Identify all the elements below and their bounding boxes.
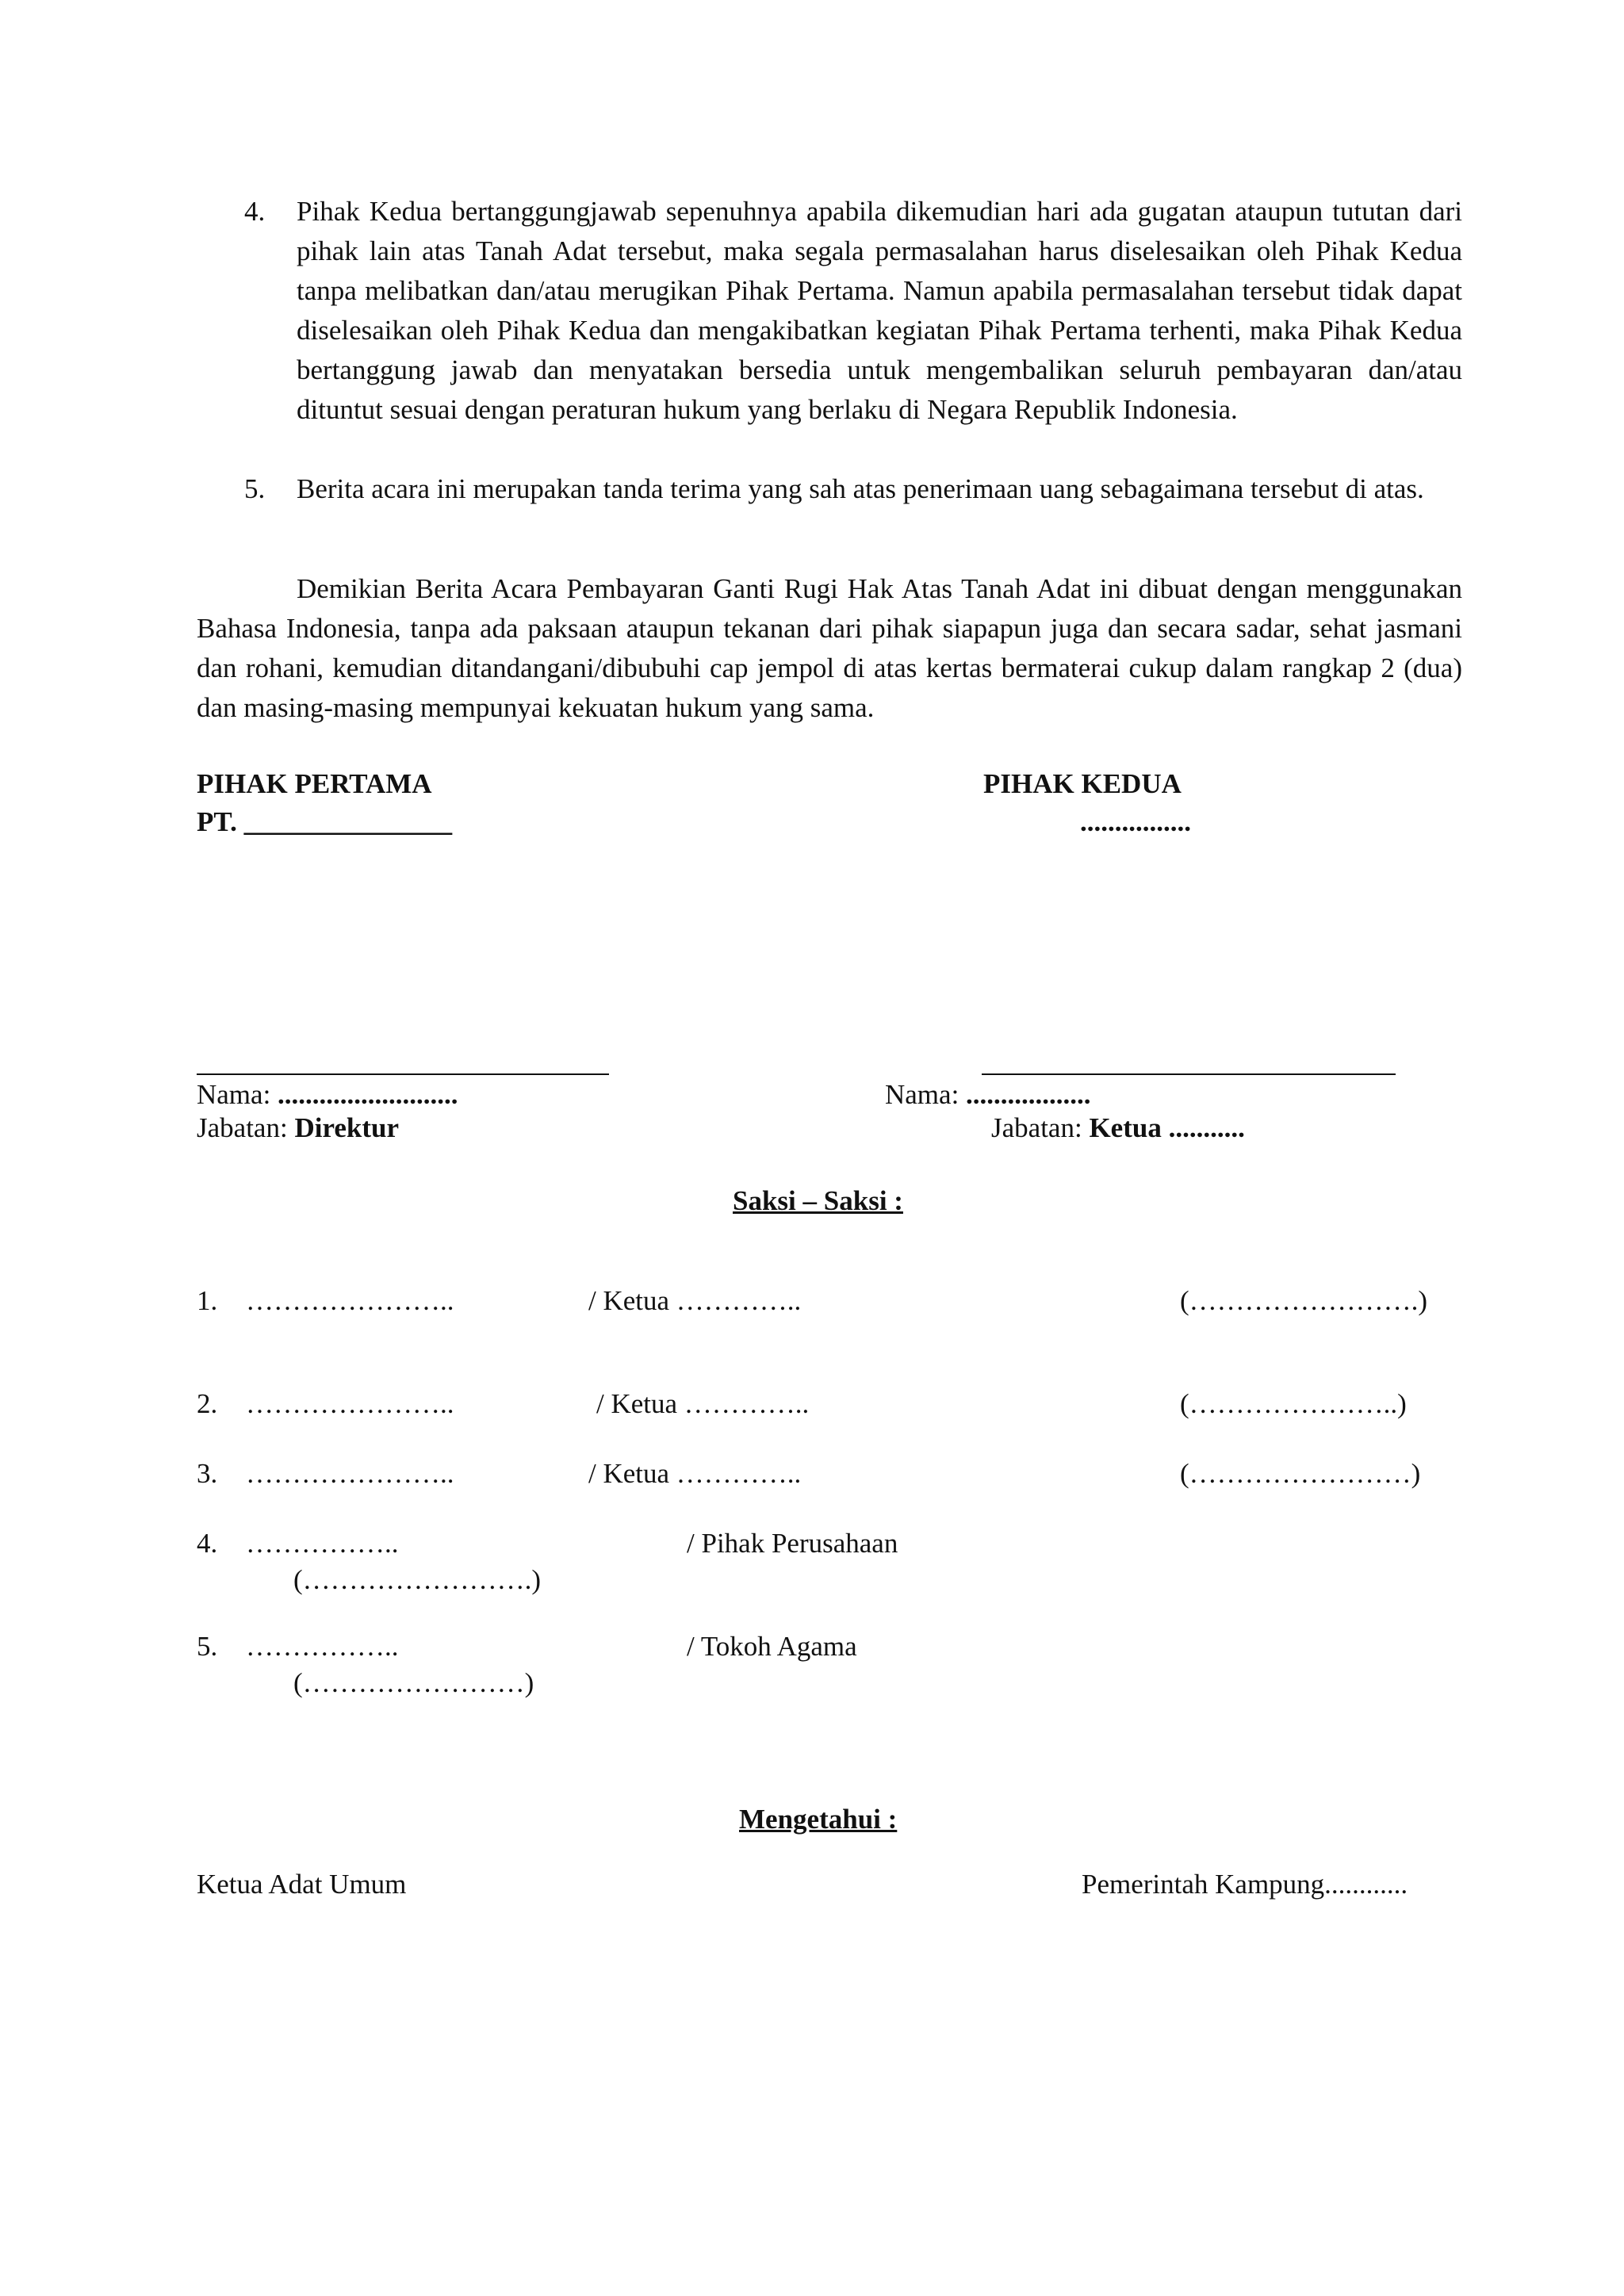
witness-role: / Ketua ………….. xyxy=(588,1285,802,1316)
witness-role: / Ketua ………….. xyxy=(596,1388,810,1419)
clause-number: 5. xyxy=(244,473,266,504)
party-second-position xyxy=(991,1108,1245,1148)
name-label: Nama: xyxy=(197,1079,271,1110)
witness-name: …………….. xyxy=(246,1631,399,1662)
party-first-position xyxy=(197,1108,399,1148)
acknowledgement-right: Pemerintah Kampung............ xyxy=(1082,1869,1408,1900)
position-label: Jabatan: xyxy=(197,1112,288,1143)
witness-signature: (…………………….) xyxy=(293,1564,542,1595)
party-first-company: PT. _______________ xyxy=(197,806,453,837)
witness-signature: (……………………) xyxy=(1180,1458,1421,1489)
witness-name: ………………….. xyxy=(246,1458,454,1489)
acknowledgement-left: Ketua Adat Umum xyxy=(197,1869,407,1900)
witnesses-heading: Saksi – Saksi : xyxy=(733,1185,903,1216)
witness-name: …………….. xyxy=(246,1528,399,1559)
party-second-placeholder: ................ xyxy=(1080,806,1191,837)
clause-number: 4. xyxy=(244,196,266,227)
witness-role: / Tokoh Agama xyxy=(687,1631,857,1662)
witness-number: 5. xyxy=(197,1631,218,1662)
witness-name: ………………….. xyxy=(246,1285,454,1316)
witness-name: ………………….. xyxy=(246,1388,454,1419)
clause-text: Berita acara ini merupakan tanda terima yang sah atas penerimaan uang sebagaimana tersebut di atas. xyxy=(297,473,1424,504)
party-second-heading: PIHAK KEDUA xyxy=(983,768,1182,799)
witness-role: / Ketua ………….. xyxy=(588,1458,802,1489)
witness-number: 4. xyxy=(197,1528,218,1559)
position-value: Direktur xyxy=(294,1112,399,1143)
name-value: .................. xyxy=(966,1079,1091,1110)
witness-signature: (……………………) xyxy=(293,1667,534,1698)
closing-paragraph: Demikian Berita Acara Pembayaran Ganti Rugi Hak Atas Tanah Adat ini dibuat dengan menggunakan Bahasa Indonesia, tanpa ada paksaan ataupun tekanan dari pihak siapapun juga dan secara sadar, sehat jasmani dan rohani, kemudian ditandangani/dibubuhi cap jempol di atas kertas bermaterai cukup dalam rangkap 2 (dua) dan masing-masing mempunyai kekuatan hukum yang sama. xyxy=(197,573,1462,723)
witness-number: 3. xyxy=(197,1458,218,1489)
acknowledgement-heading: Mengetahui : xyxy=(739,1804,898,1835)
witness-number: 1. xyxy=(197,1285,218,1316)
name-label: Nama: xyxy=(885,1079,959,1110)
witness-role: / Pihak Perusahaan xyxy=(687,1528,898,1559)
position-value: Ketua ........... xyxy=(1089,1112,1245,1143)
name-value: .......................... xyxy=(278,1079,458,1110)
witness-number: 2. xyxy=(197,1388,218,1419)
party-first-heading: PIHAK PERTAMA xyxy=(197,768,432,799)
witness-signature: (…………………..) xyxy=(1180,1388,1407,1419)
witness-signature: (…………………….) xyxy=(1180,1285,1428,1316)
clause-text: Pihak Kedua bertanggungjawab sepenuhnya apabila dikemudian hari ada gugatan ataupun tututan dari pihak lain atas Tanah Adat tersebut, maka segala permasalahan harus diselesaikan oleh Pihak Kedua tanpa melibatkan dan/atau merugikan Pihak Pertama. Namun apabila permasalahan tersebut tidak dapat diselesaikan oleh Pihak Kedua dan mengakibatkan kegiatan Pihak Pertama terhenti, maka Pihak Kedua bertanggung jawab dan menyatakan bersedia untuk mengembalikan seluruh pembayaran dan/atau dituntut sesuai dengan peraturan hukum yang berlaku di Negara Republik Indonesia. xyxy=(297,196,1462,425)
position-label: Jabatan: xyxy=(991,1112,1082,1143)
